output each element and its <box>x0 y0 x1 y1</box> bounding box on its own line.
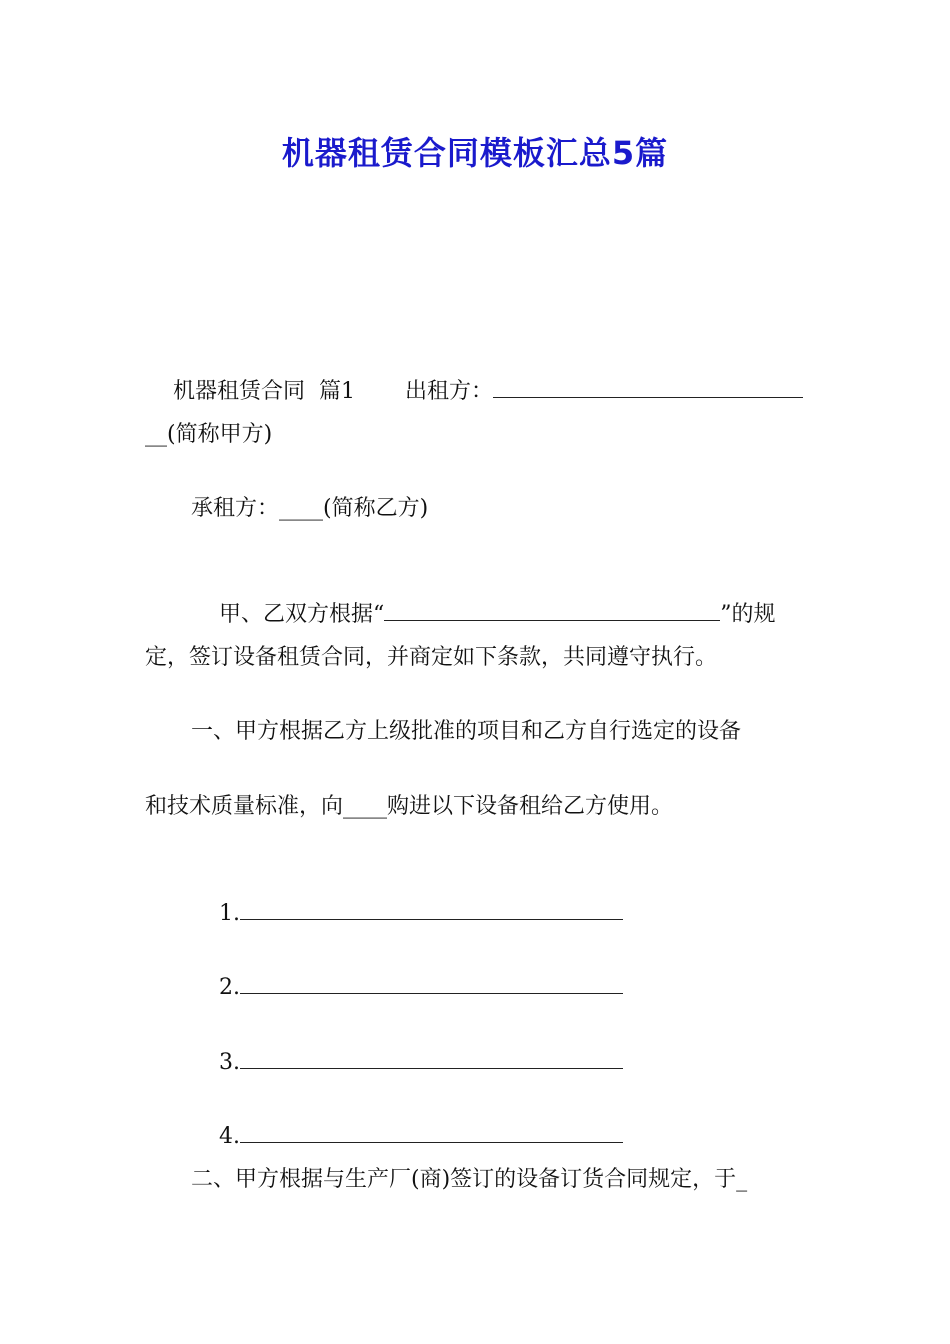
clause-two-line: 二、甲方根据与生产厂(商)签订的设备订货合同规定，于_ <box>191 1167 748 1192</box>
item-number: 2. <box>218 975 240 1000</box>
item-number: 4. <box>218 1124 240 1149</box>
clause-one-line: 一、甲方根据乙方上级批准的项目和乙方自行选定的设备 <box>191 719 742 744</box>
contract-heading: 机器租赁合同 篇1 <box>172 379 355 404</box>
item-number: 3. <box>218 1050 240 1075</box>
basis-text-start: 甲、乙双方根据“ <box>218 602 385 627</box>
item-blank <box>240 971 623 994</box>
item-blank <box>240 1046 623 1069</box>
lessor-label: 出租方： <box>404 379 493 404</box>
basis-text-end: ”的规 <box>720 602 776 627</box>
lessee-line: 承租方：____(简称乙方) <box>191 496 429 521</box>
paragraph-line: 定，签订设备租赁合同，并商定如下条款，共同遵守执行。 <box>145 645 718 670</box>
clause-one-continued: 和技术质量标准，向____购进以下设备租给乙方使用。 <box>145 794 674 819</box>
lessor-blank <box>493 375 803 398</box>
item-blank <box>240 897 623 920</box>
document-title: 机器租赁合同模板汇总5篇 <box>281 134 669 172</box>
lessor-abbrev-line: __(简称甲方) <box>145 422 273 447</box>
item-number: 1. <box>218 901 240 926</box>
item-blank <box>240 1120 623 1143</box>
basis-blank <box>384 598 720 621</box>
